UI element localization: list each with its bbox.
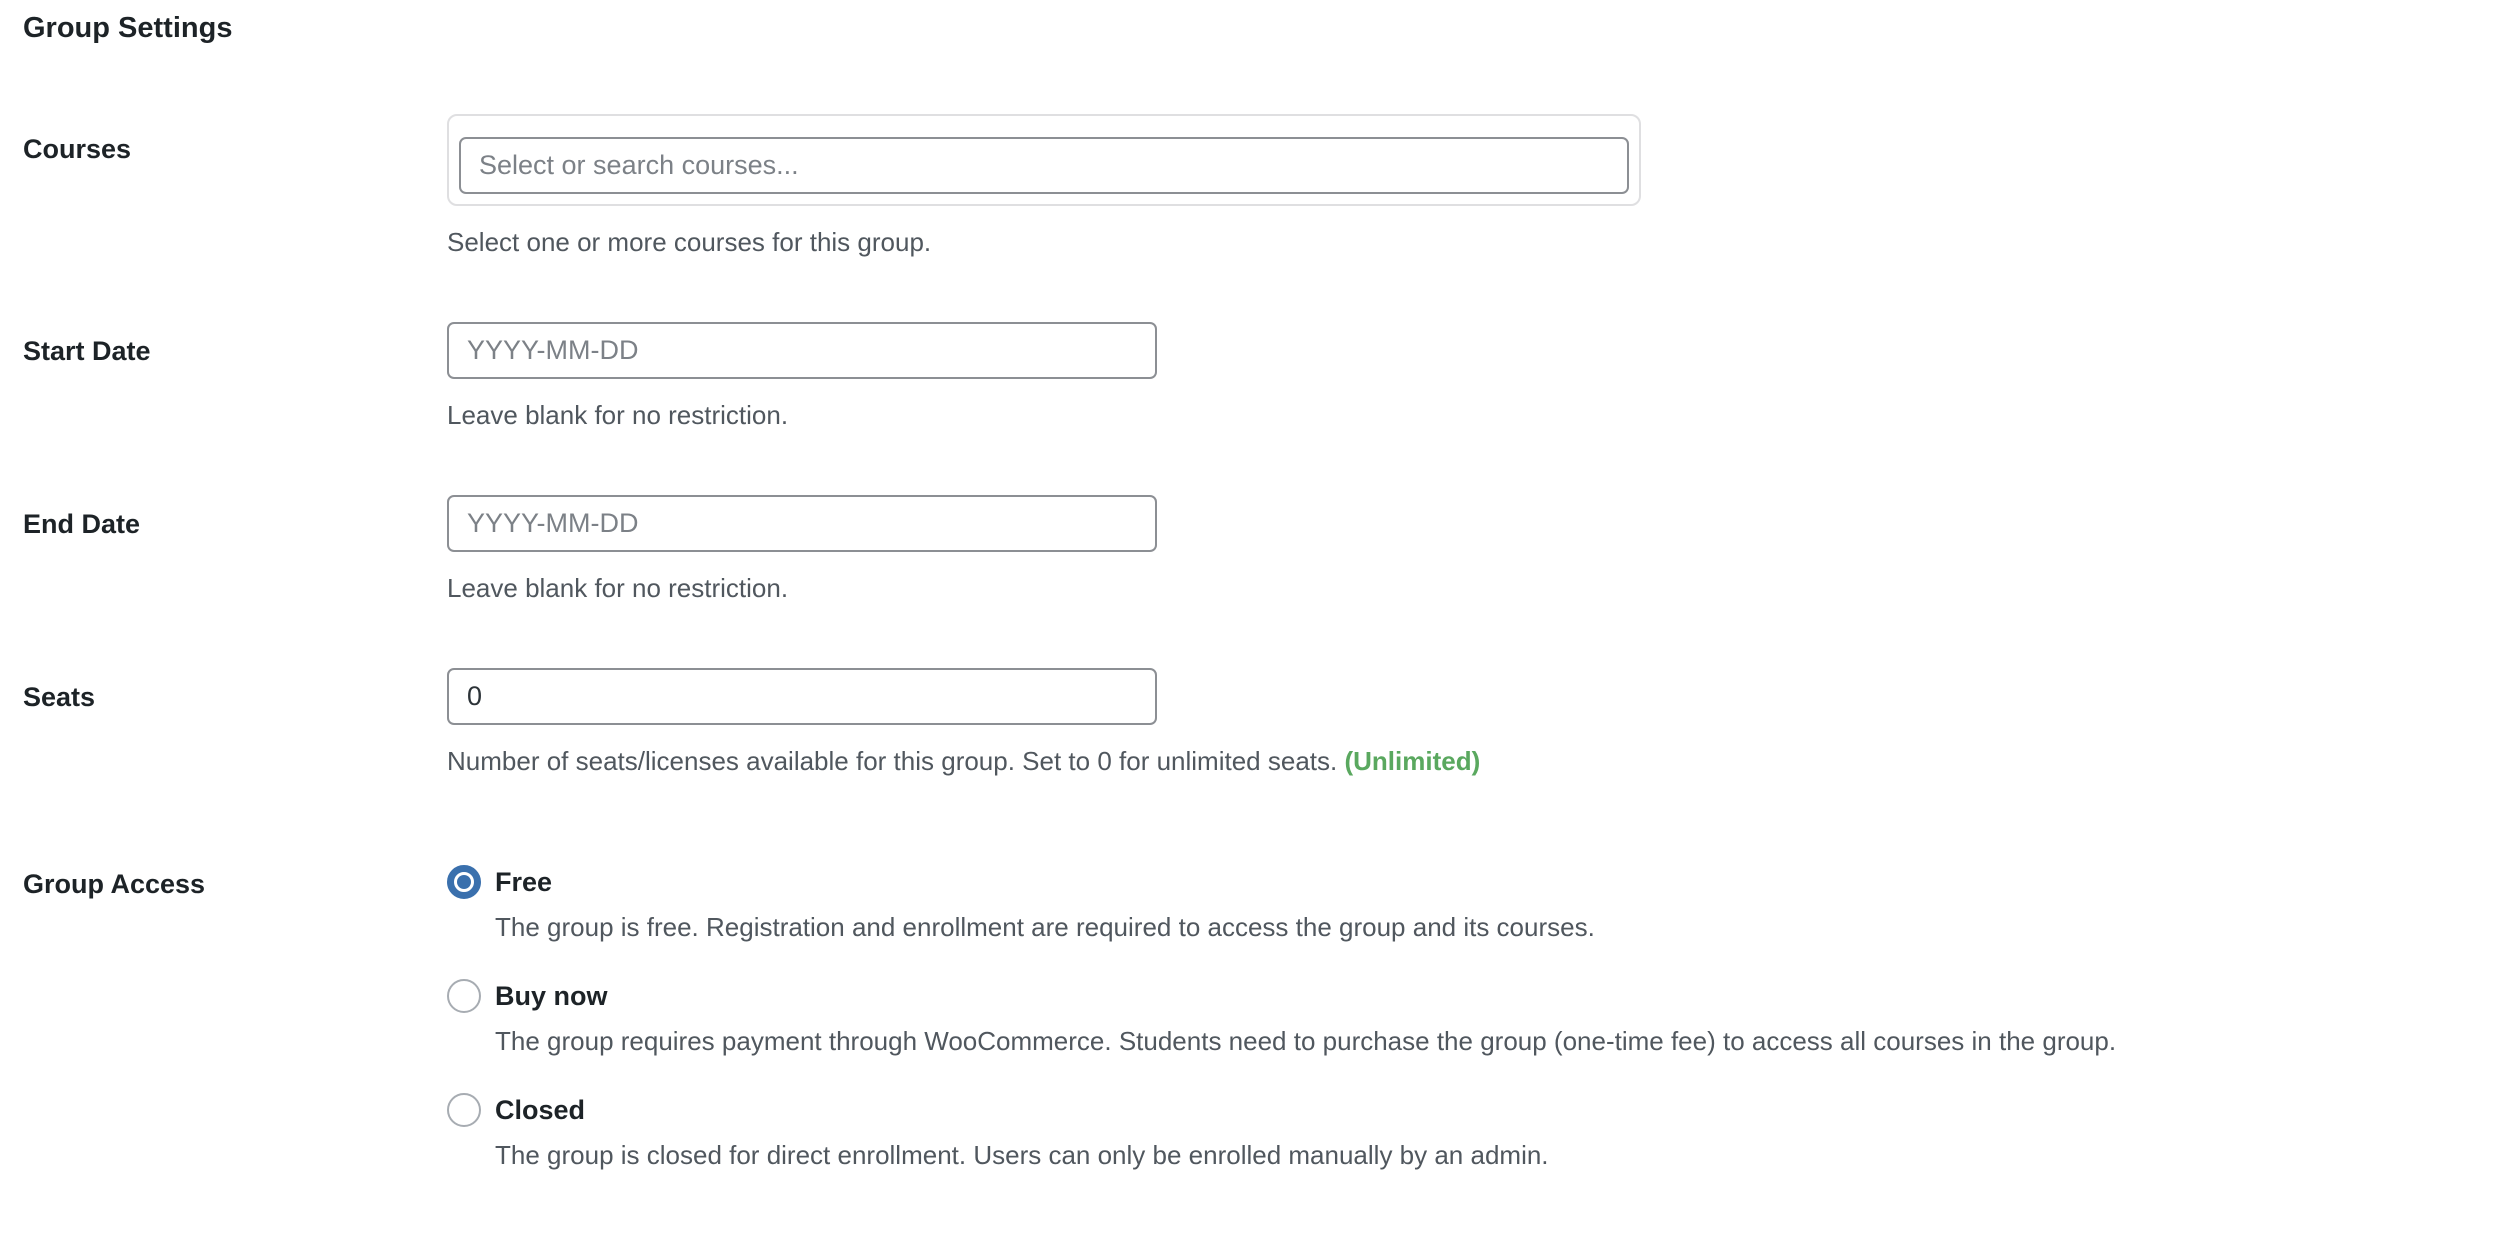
group-access-row xyxy=(23,865,2504,1207)
end-date-row xyxy=(23,495,2504,604)
page-title: Group Settings xyxy=(23,12,233,44)
courses-search-input[interactable] xyxy=(459,137,1629,194)
group-access-option-closed xyxy=(447,1093,2504,1171)
radio-buy-now-description: The group requires payment through WooCommerce. Students need to purchase the group (one-time fee) to access all courses in the group. xyxy=(495,1026,2117,1056)
courses-field xyxy=(447,114,2504,258)
seats-help-text: Number of seats/licenses available for this group. Set to 0 for unlimited seats. xyxy=(447,746,1338,776)
courses-label: Courses xyxy=(23,134,132,164)
radio-unselected-icon[interactable] xyxy=(447,1093,481,1127)
start-date-row xyxy=(23,322,2504,431)
seats-help xyxy=(447,745,2504,777)
seats-row xyxy=(23,668,2504,777)
end-date-input[interactable] xyxy=(447,495,1157,552)
radio-closed-label[interactable]: Closed xyxy=(495,1095,586,1125)
group-access-label: Group Access xyxy=(23,869,206,899)
courses-row xyxy=(23,114,2504,258)
radio-free[interactable] xyxy=(447,865,2504,899)
courses-help: Select one or more courses for this group. xyxy=(447,227,932,257)
end-date-label: End Date xyxy=(23,509,141,539)
radio-unselected-icon[interactable] xyxy=(447,979,481,1013)
group-access-options xyxy=(447,865,2504,1207)
group-access-option-buy-now xyxy=(447,979,2504,1057)
radio-free-label[interactable]: Free xyxy=(495,867,553,897)
radio-closed[interactable] xyxy=(447,1093,2504,1127)
radio-buy-now[interactable] xyxy=(447,979,2504,1013)
start-date-input[interactable] xyxy=(447,322,1157,379)
seats-input[interactable] xyxy=(447,668,1157,725)
end-date-field xyxy=(447,495,2504,604)
start-date-label: Start Date xyxy=(23,336,151,366)
radio-free-description: The group is free. Registration and enrollment are required to access the group and its courses. xyxy=(495,912,1595,942)
unlimited-badge: (Unlimited) xyxy=(1344,746,1481,776)
courses-multiselect[interactable] xyxy=(447,114,1641,206)
seats-field xyxy=(447,668,2504,777)
end-date-help: Leave blank for no restriction. xyxy=(447,573,789,603)
radio-buy-now-label[interactable]: Buy now xyxy=(495,981,608,1011)
start-date-help: Leave blank for no restriction. xyxy=(447,400,789,430)
radio-closed-description: The group is closed for direct enrollment. Users can only be enrolled manually by an admin. xyxy=(495,1140,1549,1170)
seats-label: Seats xyxy=(23,682,96,712)
group-access-option-free xyxy=(447,865,2504,943)
start-date-field xyxy=(447,322,2504,431)
radio-selected-icon[interactable] xyxy=(447,865,481,899)
